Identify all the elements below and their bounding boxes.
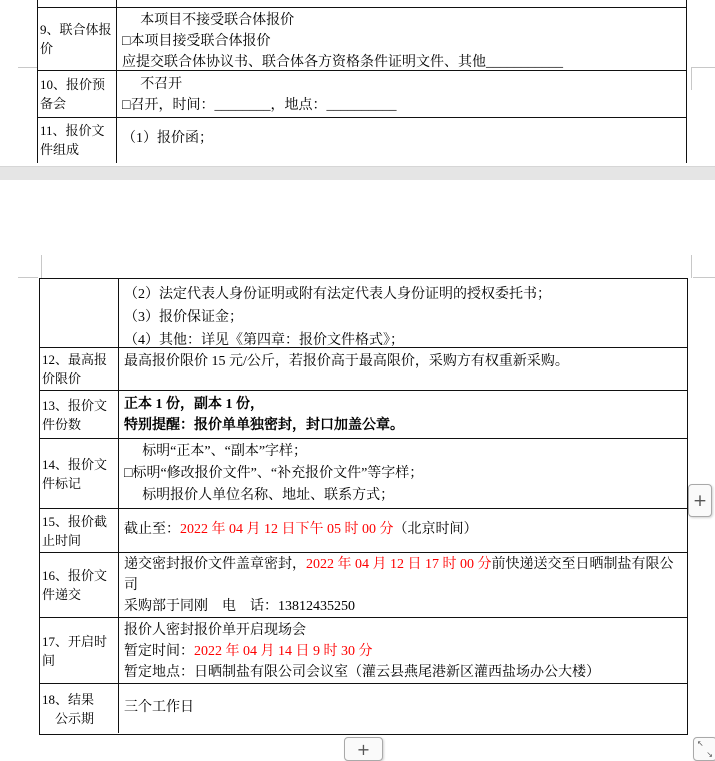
table-resize-handle[interactable] xyxy=(693,737,715,761)
row-10-content-cell[interactable] xyxy=(117,71,686,117)
row-13-line-1: 正本 1 份，副本 1 份， xyxy=(124,397,264,412)
row-13-line-2: 特别提醒：报价单单独密封，封口加盖公章。 xyxy=(124,418,404,433)
table-row-10 xyxy=(38,70,686,117)
row-18-label-line-1: 18、结果 xyxy=(42,691,95,707)
row-9-line-1: 本项目不接受联合体报价 xyxy=(140,13,295,28)
row-12-label-cell[interactable] xyxy=(40,348,119,390)
add-table-row-bottom-button[interactable] xyxy=(344,737,383,761)
row-18-content-cell[interactable] xyxy=(119,684,687,733)
row-17-line-1: 报价人密封报价单开启现场会 xyxy=(124,623,306,638)
opening-datetime: 2022 年 04 月 14 日 9 时 30 分 xyxy=(194,644,373,659)
page-break-gap[interactable] xyxy=(0,166,715,180)
row-14-line-1: 标明“正本”、“副本”字样； xyxy=(142,444,308,459)
deadline-suffix: （北京时间） xyxy=(393,522,478,537)
table-row-11 xyxy=(38,117,686,163)
row-16-label: 16、报价文件递交 xyxy=(42,568,108,602)
table-row-11-continued xyxy=(40,279,687,347)
row-11-line-3: （3）报价保证金； xyxy=(124,310,243,325)
text-boundary-mark-top-left-h xyxy=(18,277,38,278)
row-16-content-cell[interactable] xyxy=(119,553,687,617)
row-12-content-cell[interactable] xyxy=(119,348,687,390)
row-10-label: 10、报价预备会 xyxy=(40,77,106,111)
text-boundary-mark-bottom-right-h xyxy=(691,67,715,68)
row-15-content-cell[interactable] xyxy=(119,509,687,552)
quotation-table-page2 xyxy=(39,278,688,735)
add-table-row-side-button[interactable] xyxy=(688,484,712,517)
deadline-datetime: 2022 年 04 月 12 日下午 05 时 00 分 xyxy=(180,522,394,537)
row-13-label: 13、报价文件份数 xyxy=(42,397,108,432)
row-9-content-cell[interactable] xyxy=(117,8,686,70)
row-11-label-cell-cont[interactable] xyxy=(40,279,119,347)
row-10-line-1: 不召开 xyxy=(140,77,183,92)
table-row-16 xyxy=(40,552,687,617)
quotation-table-page1 xyxy=(37,0,687,163)
row-14-line-2: □标明“修改报价文件”、“补充报价文件”等字样； xyxy=(124,466,424,481)
table-row-18 xyxy=(40,683,687,733)
plus-icon: + xyxy=(356,739,371,759)
row-10-label-cell[interactable] xyxy=(38,71,117,117)
row-15-label-cell[interactable] xyxy=(40,509,119,552)
text-boundary-mark-top-right-h xyxy=(693,277,715,278)
row-11-line-2: （2）法定代表人身份证明或附有法定代表人身份证明的授权委托书； xyxy=(124,287,551,302)
row-18-label-cell[interactable] xyxy=(40,684,119,733)
row-11-label: 11、报价文件组成 xyxy=(40,123,105,157)
row-16-label-cell[interactable] xyxy=(40,553,119,617)
arrow-southeast-icon: ↘ xyxy=(706,750,713,759)
table-row-14 xyxy=(40,438,687,508)
row-14-content-cell[interactable] xyxy=(119,439,687,508)
row-9-label-cell[interactable] xyxy=(38,8,117,70)
row-18-line-1: 三个工作日 xyxy=(124,700,194,715)
row-16-line-2: 采购部于同刚 电 话：13812435250 xyxy=(124,599,355,614)
table-row-12 xyxy=(40,347,687,390)
table-row-13 xyxy=(40,390,687,438)
row-15-label: 15、报价截止时间 xyxy=(42,513,108,548)
row-9-line-2: □本项目接受联合体报价 xyxy=(122,34,271,49)
row-17-line-3: 暂定地点：日晒制盐有限公司会议室（灌云县燕尾港新区灌西盐场办公大楼） xyxy=(124,665,600,680)
row-17-line-2 xyxy=(124,641,684,662)
row-14-label: 14、报价文件标记 xyxy=(42,456,108,491)
row-8-label-cell-sliver xyxy=(38,0,117,7)
row-14-label-cell[interactable] xyxy=(40,439,119,508)
row-12-line-1: 最高报价限价 15 元/公斤，若报价高于最高限价，采购方有权重新采购。 xyxy=(124,354,569,369)
plus-icon: + xyxy=(692,490,708,511)
row-12-label: 12、最高报价限价 xyxy=(42,352,108,386)
row-17-label-cell[interactable] xyxy=(40,618,119,683)
text-boundary-mark-top-right-v xyxy=(691,255,692,278)
row-10-line-2: □召开，时间：________，地点：__________ xyxy=(122,98,397,113)
text-boundary-mark-bottom-left-h xyxy=(18,67,37,68)
delivery-suffix: 前快递送交至日晒制盐有限公司 xyxy=(124,557,674,593)
arrow-northwest-icon: ↖ xyxy=(697,739,704,748)
row-11-content-cell-cont[interactable] xyxy=(119,279,687,347)
row-11-content-cell[interactable] xyxy=(117,118,686,163)
row-16-line-1 xyxy=(124,554,687,596)
row-17-content-cell[interactable] xyxy=(119,618,687,683)
row-11-label-cell[interactable] xyxy=(38,118,117,163)
row-13-label-cell[interactable] xyxy=(40,391,119,438)
row-11-line-1: （1）报价函； xyxy=(122,131,213,146)
delivery-prefix: 递交密封报价文件盖章密封， xyxy=(124,557,306,572)
row-9-label: 9、联合体报价 xyxy=(40,22,112,56)
row-9-line-3: 应提交联合体协议书、联合体各方资格条件证明文件、其他___________ xyxy=(122,55,563,70)
text-boundary-mark-top-left-v xyxy=(41,255,42,278)
table-row-partial xyxy=(38,0,686,7)
table-row-15 xyxy=(40,508,687,552)
table-row-17 xyxy=(40,617,687,683)
row-14-line-3: 标明报价人单位名称、地址、联系方式； xyxy=(142,488,395,503)
row-8-content-cell-sliver xyxy=(117,0,686,7)
row-18-label-line-2: 公示期 xyxy=(55,710,95,726)
opening-time-prefix: 暂定时间： xyxy=(124,644,194,659)
row-15-line-1 xyxy=(124,519,684,540)
row-11-line-4: （4）其他：详见《第四章：报价文件格式》； xyxy=(124,333,404,347)
row-13-content-cell[interactable] xyxy=(119,391,687,438)
deadline-prefix: 截止至： xyxy=(124,522,180,537)
delivery-datetime: 2022 年 04 月 12 日 17 时 00 分 xyxy=(306,557,492,572)
row-17-label: 17、开启时间 xyxy=(42,633,108,668)
table-row-9 xyxy=(38,7,686,70)
text-boundary-mark-bottom-right-v xyxy=(691,67,692,90)
